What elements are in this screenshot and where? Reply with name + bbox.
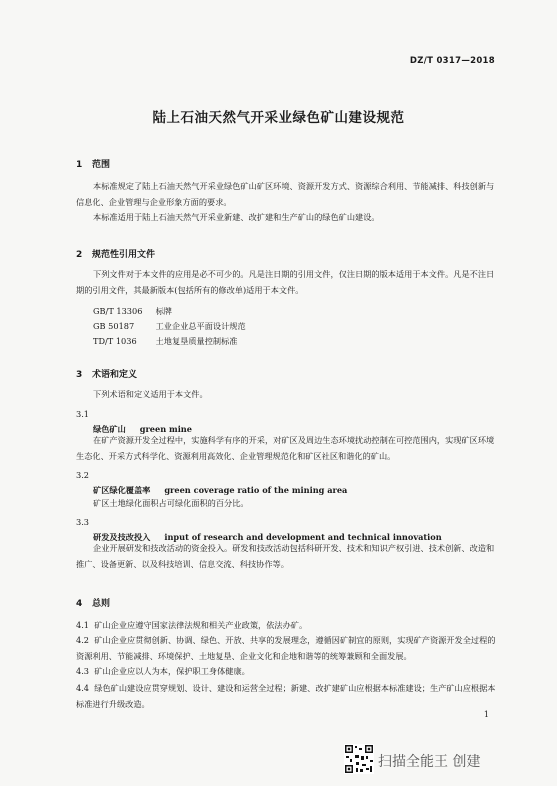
section-3-intro: 下列术语和定义适用于本文件。 [93, 389, 208, 399]
scanner-watermark: 扫描全能王 创建 [378, 754, 481, 770]
section-number: 4 [76, 599, 83, 609]
qr-code-icon [344, 744, 374, 774]
section-title: 术语和定义 [92, 370, 138, 380]
standard-code: DZ/T 0317—2018 [409, 56, 495, 66]
term-name-zh: 矿区绿化覆盖率 [93, 485, 151, 495]
reference-item [93, 336, 238, 347]
section-3-heading [76, 367, 137, 380]
clause-text: 绿色矿山建设应贯穿规划、设计、建设和运营全过程；新建、改扩建矿山应根据本标准建设；生产矿山应根据本标准进行升级改造。 [76, 683, 496, 709]
reference-code: GB 50187 [93, 321, 135, 331]
term-name-zh: 研发及技改投入 [93, 532, 151, 542]
document-title: 陆上石油天然气开采业绿色矿山建设规范 [152, 110, 405, 126]
section-1-paragraph-1: 本标准规定了陆上石油天然气开采业绿色矿山矿区环境、资源开发方式、资源综合利用、节能减排、科技创新与信息化、企业管理与企业形象方面的要求。 [76, 181, 495, 207]
section-number: 3 [76, 370, 83, 380]
section-title: 范围 [92, 160, 111, 170]
term-definition: 在矿产资源开发全过程中，实施科学有序的开采，对矿区及周边生态环境扰动控制在可控范围内，实现矿区环境生态化、开采方式科学化、资源利用高效化、企业管理规范化和矿区社区和谐化的矿山。 [76, 435, 495, 461]
term-name-en: green coverage ratio of the mining area [164, 485, 348, 495]
section-title: 总则 [92, 599, 111, 609]
term-definition: 企业开展研发和技改活动的资金投入。研发和技改活动包括科研开发、技术和知识产权引进、技术创新、改造和推广、设备更新、以及科技培训、信息交流、科技协作等。 [76, 543, 495, 569]
section-title: 规范性引用文件 [92, 250, 156, 260]
term-number: 3.3 [76, 517, 90, 527]
section-number: 2 [76, 250, 83, 260]
reference-name: 土地复垦质量控制标准 [155, 336, 238, 346]
section-2-heading [76, 247, 155, 260]
clause-text: 矿山企业应遵守国家法律法规和相关产业政策，依法办矿。 [94, 620, 308, 630]
term-name [93, 485, 347, 496]
reference-name: 标牌 [155, 306, 172, 316]
reference-name: 工业企业总平面设计规范 [155, 321, 246, 331]
term-name-en: green mine [139, 424, 192, 434]
reference-item [93, 306, 172, 317]
section-number: 1 [76, 160, 83, 170]
reference-code: GB/T 13306 [93, 306, 143, 316]
term-number: 3.2 [76, 470, 90, 480]
clause-number: 4.1 [76, 620, 90, 630]
section-1-paragraph-2: 本标准适用于陆上石油天然气开采业新建、改扩建和生产矿山的绿色矿山建设。 [93, 212, 380, 222]
term-name-en: input of research and development and technical innovation [164, 532, 442, 542]
clause [76, 664, 500, 680]
clause [76, 681, 500, 712]
section-1-heading [76, 157, 110, 170]
term-name-zh: 绿色矿山 [93, 424, 126, 434]
clause-number: 4.3 [76, 666, 90, 676]
reference-item [93, 321, 246, 332]
reference-code: TD/T 1036 [93, 336, 137, 346]
clause [76, 618, 500, 634]
clause-text: 矿山企业应以人为本，保护职工身体健康。 [94, 666, 250, 676]
clause-number: 4.4 [76, 683, 90, 693]
page-number: 1 [483, 710, 489, 719]
term-definition: 矿区土地绿化面积占可绿化面积的百分比。 [93, 498, 249, 508]
clause-text: 矿山企业应贯彻创新、协调、绿色、开放、共享的发展理念，遵循因矿制宜的原则，实现矿产资源开发全过程的资源利用、节能减排、环境保护、土地复垦、企业文化和企地和谐等的统筹兼顾和全面发展。 [76, 635, 496, 661]
clause-number: 4.2 [76, 635, 90, 645]
section-4-heading [76, 596, 110, 609]
section-2-paragraph: 下列文件对于本文件的应用是必不可少的。凡是注日期的引用文件，仅注日期的版本适用于本文件。凡是不注日期的引用文件，其最新版本(包括所有的修改单)适用于本文件。 [76, 269, 495, 295]
clause [76, 633, 500, 664]
term-number: 3.1 [76, 409, 90, 419]
